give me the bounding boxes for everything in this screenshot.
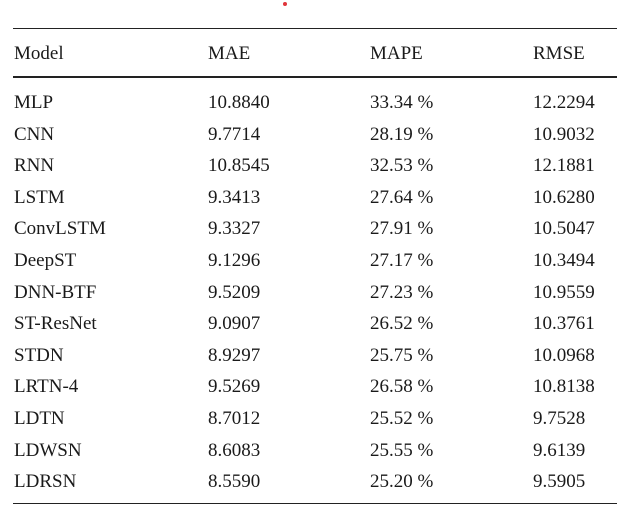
table-row [0, 215, 632, 243]
cell-mae: 8.9297 [208, 344, 261, 366]
header-mae: MAE [208, 43, 251, 64]
cell-mape: 25.20 % [370, 471, 434, 493]
cell-mape: 32.53 % [370, 155, 434, 177]
cell-rmse: 10.3761 [533, 313, 595, 335]
cell-mae: 9.1296 [208, 250, 261, 271]
top-rule [13, 28, 617, 29]
table-row [0, 310, 632, 338]
cell-mae: 9.7714 [208, 123, 261, 145]
table-row [0, 373, 632, 401]
table-row [0, 342, 632, 370]
cell-rmse: 9.6139 [533, 439, 586, 461]
cell-model: DNN-BTF [14, 281, 97, 303]
cell-rmse: 9.7528 [533, 408, 586, 429]
cell-model: LDTN [14, 408, 65, 429]
cell-mape: 33.34 % [370, 92, 434, 113]
cell-mape: 26.58 % [370, 376, 434, 398]
cell-model: STDN [14, 344, 64, 366]
cell-rmse: 10.5047 [533, 218, 595, 240]
cell-model: LRTN-4 [14, 376, 79, 398]
cell-rmse: 10.9559 [533, 281, 595, 303]
cell-mae: 9.3413 [208, 186, 261, 208]
table-row [0, 247, 632, 275]
cell-mae: 10.8545 [208, 155, 270, 177]
table-row [0, 121, 632, 149]
cell-mae: 9.5209 [208, 281, 261, 303]
cell-mape: 26.52 % [370, 313, 434, 335]
header-rmse: RMSE [533, 43, 585, 64]
cell-model: RNN [14, 155, 55, 177]
cell-model: CNN [14, 123, 55, 145]
cell-model: ConvLSTM [14, 218, 106, 240]
cell-mape: 27.64 % [370, 186, 434, 208]
cell-model: LDWSN [14, 439, 82, 461]
table-row [0, 405, 632, 433]
cell-mae: 8.6083 [208, 439, 261, 461]
cell-rmse: 10.6280 [533, 186, 595, 208]
cell-rmse: 10.9032 [533, 123, 595, 145]
table-header-row [0, 40, 632, 68]
cell-mape: 27.91 % [370, 218, 434, 240]
header-mape: MAPE [370, 43, 423, 64]
header-rule [13, 76, 617, 78]
cell-mape: 27.23 % [370, 281, 434, 303]
cell-mape: 25.75 % [370, 344, 434, 366]
table-row [0, 184, 632, 212]
cell-rmse: 12.1881 [533, 155, 595, 177]
header-model: Model [14, 43, 64, 64]
cell-mae: 8.7012 [208, 408, 261, 429]
bottom-rule [13, 503, 617, 504]
cell-mape: 25.55 % [370, 439, 434, 461]
cell-mae: 9.3327 [208, 218, 261, 240]
cell-model: LSTM [14, 186, 65, 208]
cell-model: DeepST [14, 250, 77, 271]
table-row [0, 152, 632, 180]
table-row [0, 279, 632, 307]
cell-rmse: 10.8138 [533, 376, 595, 398]
cell-model: ST-ResNet [14, 313, 97, 335]
cell-mape: 27.17 % [370, 250, 434, 271]
table-row [0, 468, 632, 496]
cell-mae: 10.8840 [208, 92, 270, 113]
cell-mae: 8.5590 [208, 471, 261, 493]
marker-dot [283, 2, 287, 6]
cell-mae: 9.5269 [208, 376, 261, 398]
cell-rmse: 12.2294 [533, 92, 595, 113]
cell-rmse: 10.3494 [533, 250, 595, 271]
cell-model: LDRSN [14, 471, 77, 493]
cell-rmse: 10.0968 [533, 344, 595, 366]
cell-model: MLP [14, 92, 54, 113]
cell-mape: 25.52 % [370, 408, 434, 429]
cell-mae: 9.0907 [208, 313, 261, 335]
table-row [0, 89, 632, 117]
cell-rmse: 9.5905 [533, 471, 586, 493]
table-row [0, 437, 632, 465]
cell-mape: 28.19 % [370, 123, 434, 145]
